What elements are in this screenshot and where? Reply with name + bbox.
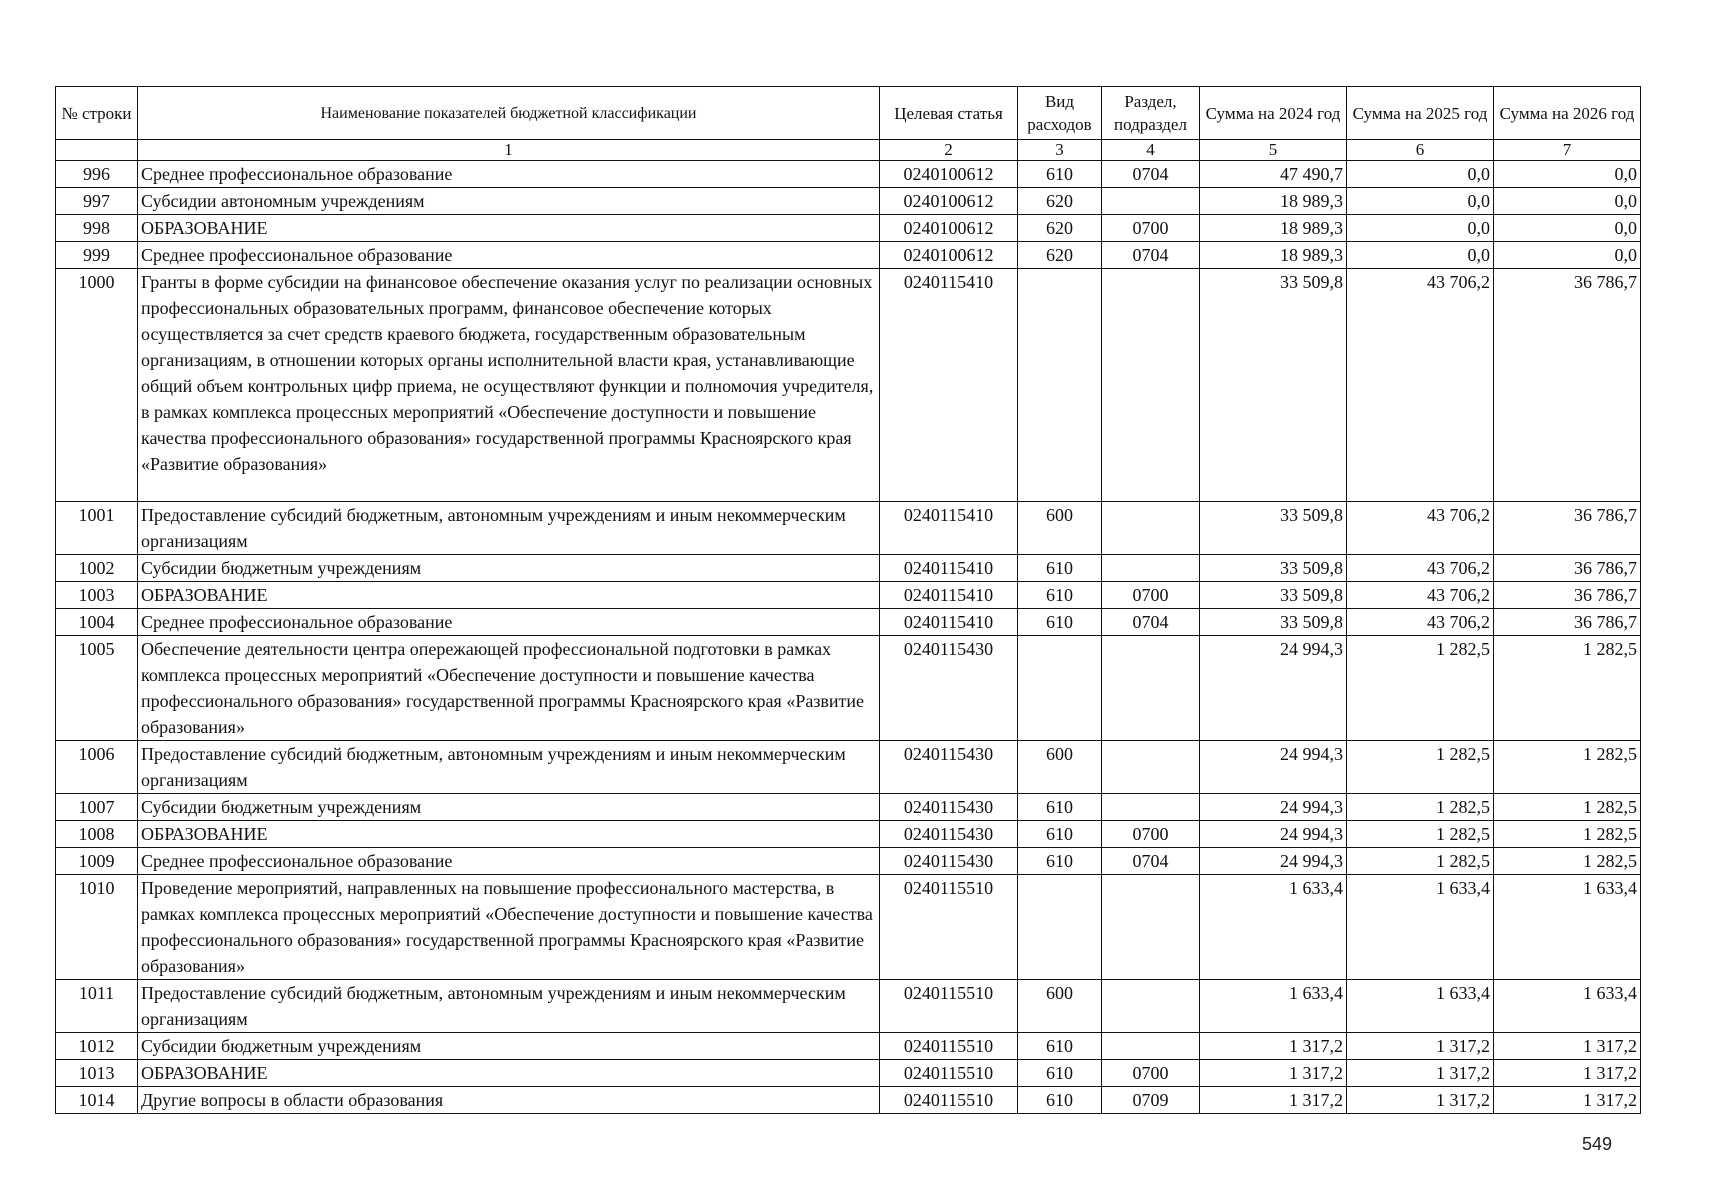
sum-2024-cell: 24 994,3 <box>1200 848 1347 875</box>
expense-type-cell: 620 <box>1018 188 1102 215</box>
section-cell: 0704 <box>1102 848 1200 875</box>
table-row <box>56 980 1641 1033</box>
indicator-name-cell: Предоставление субсидий бюджетным, автономным учреждениям и иным некоммерческим организациям <box>138 980 880 1033</box>
table-header-row <box>56 87 1641 140</box>
indicator-name-cell: ОБРАЗОВАНИЕ <box>138 821 880 848</box>
sum-2024-cell: 18 989,3 <box>1200 242 1347 269</box>
target-article-cell: 0240115430 <box>880 794 1018 821</box>
row-number-cell: 1004 <box>56 609 138 636</box>
sum-2025-cell: 1 317,2 <box>1347 1087 1494 1114</box>
sum-2024-cell: 1 633,4 <box>1200 980 1347 1033</box>
sum-2025-cell: 1 633,4 <box>1347 980 1494 1033</box>
table-row <box>56 242 1641 269</box>
sum-2026-cell: 1 633,4 <box>1494 875 1641 980</box>
row-number-cell: 1014 <box>56 1087 138 1114</box>
sum-2026-cell: 0,0 <box>1494 161 1641 188</box>
expense-type-cell: 610 <box>1018 794 1102 821</box>
table-row <box>56 188 1641 215</box>
indicator-name-cell: Субсидии бюджетным учреждениям <box>138 1033 880 1060</box>
row-number-cell: 1005 <box>56 636 138 741</box>
row-number-cell: 1010 <box>56 875 138 980</box>
table-row <box>56 215 1641 242</box>
sum-2024-cell: 1 317,2 <box>1200 1087 1347 1114</box>
target-article-cell: 0240115510 <box>880 1033 1018 1060</box>
table-row <box>56 555 1641 582</box>
table-row <box>56 794 1641 821</box>
expense-type-cell <box>1018 636 1102 741</box>
indicator-name-cell: Гранты в форме субсидии на финансовое обеспечение оказания услуг по реализации основных профессиональных образовательных программ, финансовое обеспечение которых осуществляется за счет средств краевого бюджета, государственным образовательным организациям, в отношении которых органы исполнительной власти края, устанавливающие общий объем контрольных цифр приема, не осуществляют функции и полномочия учредителя, в рамках комплекса процессных мероприятий «Обеспечение доступности и повышение качества профессионального образования» государственной программы Красноярского края «Развитие образования» <box>138 269 880 502</box>
sum-2024-cell: 33 509,8 <box>1200 609 1347 636</box>
table-row <box>56 161 1641 188</box>
table-row <box>56 1060 1641 1087</box>
sum-2024-cell: 47 490,7 <box>1200 161 1347 188</box>
sum-2024-cell: 1 633,4 <box>1200 875 1347 980</box>
sum-2025-cell: 1 317,2 <box>1347 1033 1494 1060</box>
column-number: 1 <box>138 140 880 161</box>
column-number: 5 <box>1200 140 1347 161</box>
section-cell: 0704 <box>1102 242 1200 269</box>
sum-2026-cell: 1 317,2 <box>1494 1060 1641 1087</box>
target-article-cell: 0240115410 <box>880 609 1018 636</box>
section-cell: 0704 <box>1102 609 1200 636</box>
row-number-cell: 1007 <box>56 794 138 821</box>
expense-type-cell: 610 <box>1018 609 1102 636</box>
sum-2026-cell: 36 786,7 <box>1494 502 1641 555</box>
table-row <box>56 1033 1641 1060</box>
header-expense-type: Вид расходов <box>1018 87 1102 140</box>
target-article-cell: 0240115430 <box>880 821 1018 848</box>
table-row <box>56 1087 1641 1114</box>
section-cell: 0700 <box>1102 1060 1200 1087</box>
expense-type-cell: 610 <box>1018 821 1102 848</box>
sum-2026-cell: 36 786,7 <box>1494 609 1641 636</box>
expense-type-cell <box>1018 875 1102 980</box>
table-body <box>56 161 1641 1114</box>
section-cell: 0704 <box>1102 161 1200 188</box>
row-number-cell: 1008 <box>56 821 138 848</box>
expense-type-cell: 610 <box>1018 1060 1102 1087</box>
sum-2026-cell: 36 786,7 <box>1494 555 1641 582</box>
sum-2025-cell: 43 706,2 <box>1347 582 1494 609</box>
row-number-cell: 996 <box>56 161 138 188</box>
section-cell <box>1102 875 1200 980</box>
row-number-cell: 1009 <box>56 848 138 875</box>
column-number: 3 <box>1018 140 1102 161</box>
target-article-cell: 0240115410 <box>880 502 1018 555</box>
sum-2024-cell: 24 994,3 <box>1200 821 1347 848</box>
sum-2025-cell: 1 282,5 <box>1347 848 1494 875</box>
indicator-name-cell: ОБРАЗОВАНИЕ <box>138 1060 880 1087</box>
row-number-cell: 1012 <box>56 1033 138 1060</box>
expense-type-cell: 610 <box>1018 1033 1102 1060</box>
sum-2025-cell: 0,0 <box>1347 215 1494 242</box>
sum-2025-cell: 1 282,5 <box>1347 794 1494 821</box>
section-cell <box>1102 555 1200 582</box>
expense-type-cell: 610 <box>1018 1087 1102 1114</box>
sum-2024-cell: 33 509,8 <box>1200 269 1347 502</box>
table-row <box>56 821 1641 848</box>
section-cell <box>1102 980 1200 1033</box>
section-cell <box>1102 741 1200 794</box>
indicator-name-cell: Субсидии бюджетным учреждениям <box>138 794 880 821</box>
row-number-cell: 1006 <box>56 741 138 794</box>
indicator-name-cell: ОБРАЗОВАНИЕ <box>138 582 880 609</box>
section-cell <box>1102 269 1200 502</box>
sum-2026-cell: 1 317,2 <box>1494 1087 1641 1114</box>
sum-2025-cell: 0,0 <box>1347 161 1494 188</box>
sum-2025-cell: 1 633,4 <box>1347 875 1494 980</box>
section-cell: 0700 <box>1102 582 1200 609</box>
section-cell <box>1102 1033 1200 1060</box>
target-article-cell: 0240115430 <box>880 848 1018 875</box>
column-number: 7 <box>1494 140 1641 161</box>
section-cell: 0700 <box>1102 215 1200 242</box>
sum-2026-cell: 0,0 <box>1494 242 1641 269</box>
table-row <box>56 848 1641 875</box>
sum-2025-cell: 1 282,5 <box>1347 741 1494 794</box>
sum-2025-cell: 1 282,5 <box>1347 821 1494 848</box>
row-number-cell: 1003 <box>56 582 138 609</box>
section-cell <box>1102 794 1200 821</box>
sum-2024-cell: 24 994,3 <box>1200 636 1347 741</box>
target-article-cell: 0240100612 <box>880 161 1018 188</box>
expense-type-cell: 620 <box>1018 242 1102 269</box>
header-section: Раздел, подраздел <box>1102 87 1200 140</box>
column-number: 2 <box>880 140 1018 161</box>
header-sum-2025: Сумма на 2025 год <box>1347 87 1494 140</box>
header-target-article: Целевая статья <box>880 87 1018 140</box>
header-sum-2024: Сумма на 2024 год <box>1200 87 1347 140</box>
expense-type-cell: 610 <box>1018 848 1102 875</box>
target-article-cell: 0240115410 <box>880 555 1018 582</box>
target-article-cell: 0240100612 <box>880 242 1018 269</box>
section-cell: 0700 <box>1102 821 1200 848</box>
row-number-cell: 1000 <box>56 269 138 502</box>
sum-2025-cell: 43 706,2 <box>1347 555 1494 582</box>
target-article-cell: 0240115410 <box>880 269 1018 502</box>
sum-2026-cell: 1 317,2 <box>1494 1033 1641 1060</box>
expense-type-cell: 610 <box>1018 161 1102 188</box>
expense-type-cell: 620 <box>1018 215 1102 242</box>
sum-2024-cell: 24 994,3 <box>1200 794 1347 821</box>
column-number-row <box>56 140 1641 161</box>
indicator-name-cell: Среднее профессиональное образование <box>138 609 880 636</box>
row-number-cell: 1002 <box>56 555 138 582</box>
sum-2024-cell: 33 509,8 <box>1200 582 1347 609</box>
sum-2026-cell: 1 633,4 <box>1494 980 1641 1033</box>
section-cell <box>1102 502 1200 555</box>
indicator-name-cell: Проведение мероприятий, направленных на повышение профессионального мастерства, в рамках комплекса процессных мероприятий «Обеспечение доступности и повышение качества профессионального образования» государственной программы Красноярского края «Развитие образования» <box>138 875 880 980</box>
target-article-cell: 0240100612 <box>880 215 1018 242</box>
indicator-name-cell: Среднее профессиональное образование <box>138 161 880 188</box>
budget-table-container <box>55 86 1640 1114</box>
column-number <box>56 140 138 161</box>
expense-type-cell: 610 <box>1018 555 1102 582</box>
row-number-cell: 997 <box>56 188 138 215</box>
indicator-name-cell: Среднее профессиональное образование <box>138 242 880 269</box>
table-row <box>56 582 1641 609</box>
expense-type-cell: 610 <box>1018 582 1102 609</box>
indicator-name-cell: ОБРАЗОВАНИЕ <box>138 215 880 242</box>
sum-2026-cell: 36 786,7 <box>1494 582 1641 609</box>
table-row <box>56 609 1641 636</box>
row-number-cell: 998 <box>56 215 138 242</box>
row-number-cell: 1001 <box>56 502 138 555</box>
header-sum-2026: Сумма на 2026 год <box>1494 87 1641 140</box>
sum-2026-cell: 0,0 <box>1494 188 1641 215</box>
expense-type-cell <box>1018 269 1102 502</box>
indicator-name-cell: Предоставление субсидий бюджетным, автономным учреждениям и иным некоммерческим организациям <box>138 502 880 555</box>
target-article-cell: 0240115510 <box>880 1060 1018 1087</box>
budget-table <box>55 86 1641 1114</box>
sum-2026-cell: 1 282,5 <box>1494 848 1641 875</box>
target-article-cell: 0240115410 <box>880 582 1018 609</box>
sum-2024-cell: 33 509,8 <box>1200 555 1347 582</box>
expense-type-cell: 600 <box>1018 502 1102 555</box>
row-number-cell: 1013 <box>56 1060 138 1087</box>
column-number: 6 <box>1347 140 1494 161</box>
sum-2025-cell: 1 282,5 <box>1347 636 1494 741</box>
row-number-cell: 1011 <box>56 980 138 1033</box>
row-number-cell: 999 <box>56 242 138 269</box>
target-article-cell: 0240100612 <box>880 188 1018 215</box>
sum-2025-cell: 1 317,2 <box>1347 1060 1494 1087</box>
sum-2025-cell: 43 706,2 <box>1347 502 1494 555</box>
table-row <box>56 502 1641 555</box>
table-row <box>56 269 1641 502</box>
sum-2024-cell: 1 317,2 <box>1200 1033 1347 1060</box>
header-row-number: № строки <box>56 87 138 140</box>
target-article-cell: 0240115430 <box>880 741 1018 794</box>
header-indicator-name: Наименование показателей бюджетной классификации <box>138 87 880 140</box>
sum-2026-cell: 36 786,7 <box>1494 269 1641 502</box>
sum-2024-cell: 18 989,3 <box>1200 215 1347 242</box>
column-number: 4 <box>1102 140 1200 161</box>
indicator-name-cell: Субсидии бюджетным учреждениям <box>138 555 880 582</box>
target-article-cell: 0240115510 <box>880 980 1018 1033</box>
table-row <box>56 636 1641 741</box>
indicator-name-cell: Субсидии автономным учреждениям <box>138 188 880 215</box>
section-cell: 0709 <box>1102 1087 1200 1114</box>
sum-2026-cell: 1 282,5 <box>1494 794 1641 821</box>
sum-2025-cell: 43 706,2 <box>1347 609 1494 636</box>
sum-2026-cell: 1 282,5 <box>1494 821 1641 848</box>
section-cell <box>1102 636 1200 741</box>
sum-2024-cell: 24 994,3 <box>1200 741 1347 794</box>
page-number: 549 <box>1582 1134 1613 1154</box>
sum-2026-cell: 1 282,5 <box>1494 741 1641 794</box>
indicator-name-cell: Среднее профессиональное образование <box>138 848 880 875</box>
expense-type-cell: 600 <box>1018 980 1102 1033</box>
table-row <box>56 875 1641 980</box>
sum-2024-cell: 18 989,3 <box>1200 188 1347 215</box>
sum-2026-cell: 1 282,5 <box>1494 636 1641 741</box>
sum-2024-cell: 33 509,8 <box>1200 502 1347 555</box>
target-article-cell: 0240115510 <box>880 875 1018 980</box>
indicator-name-cell: Другие вопросы в области образования <box>138 1087 880 1114</box>
sum-2024-cell: 1 317,2 <box>1200 1060 1347 1087</box>
sum-2026-cell: 0,0 <box>1494 215 1641 242</box>
table-row <box>56 741 1641 794</box>
sum-2025-cell: 0,0 <box>1347 188 1494 215</box>
expense-type-cell: 600 <box>1018 741 1102 794</box>
indicator-name-cell: Обеспечение деятельности центра опережающей профессиональной подготовки в рамках комплекса процессных мероприятий «Обеспечение доступности и повышение качества профессионального образования» государственной программы Красноярского края «Развитие образования» <box>138 636 880 741</box>
section-cell <box>1102 188 1200 215</box>
sum-2025-cell: 43 706,2 <box>1347 269 1494 502</box>
indicator-name-cell: Предоставление субсидий бюджетным, автономным учреждениям и иным некоммерческим организациям <box>138 741 880 794</box>
sum-2025-cell: 0,0 <box>1347 242 1494 269</box>
target-article-cell: 0240115430 <box>880 636 1018 741</box>
target-article-cell: 0240115510 <box>880 1087 1018 1114</box>
